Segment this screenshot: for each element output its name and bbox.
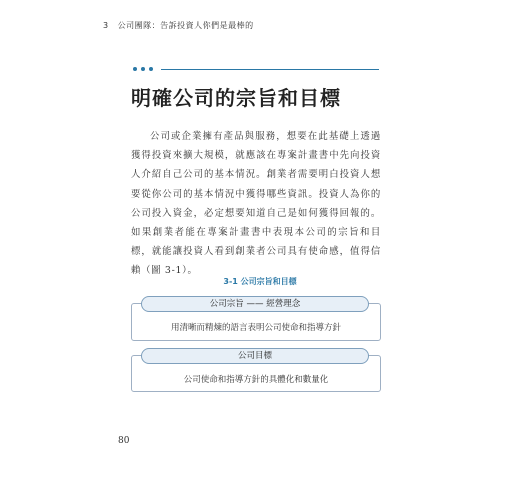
- figure-description-mission: 用清晰而精煉的語言表明公司使命和指導方針: [170, 323, 341, 333]
- decor-dot: [149, 67, 153, 71]
- figure-caption: 3-1 公司宗旨和目標: [223, 277, 297, 286]
- decor-rule-line: [161, 69, 379, 70]
- chapter-number: 3: [103, 21, 109, 30]
- figure-description-goals: 公司使命和指導方針的具體化和數量化: [183, 375, 329, 385]
- page-number: 80: [118, 436, 130, 446]
- decor-dot: [141, 67, 145, 71]
- figure-heading-mission: 公司宗旨 —— 經營理念: [141, 296, 369, 312]
- figure-heading-goals: 公司目標: [141, 348, 369, 364]
- section-title: 明確公司的宗旨和目標: [131, 86, 341, 110]
- chapter-title: 公司團隊：告訴投資人你們是最棒的: [117, 21, 254, 30]
- body-paragraph: 公司或企業擁有產品與服務，想要在此基礎上透過獲得投資來擴大規模，就應該在專案計畫書中先向投資人介紹自己公司的基本情況。創業者需要明白投資人想要從你公司的基本情況中獲得哪些資訊。投資人為你的公司投入資金，必定想要知道自己是如何獲得回報的。如果創業者能在專案計畫書中表現本公司的宗旨和目標，就能讓投資人看到創業者公司具有使命感，值得信賴（圖 3-1）。: [131, 131, 381, 277]
- title-decoration: [133, 67, 379, 71]
- decor-dot: [133, 67, 137, 71]
- running-header: [103, 20, 254, 31]
